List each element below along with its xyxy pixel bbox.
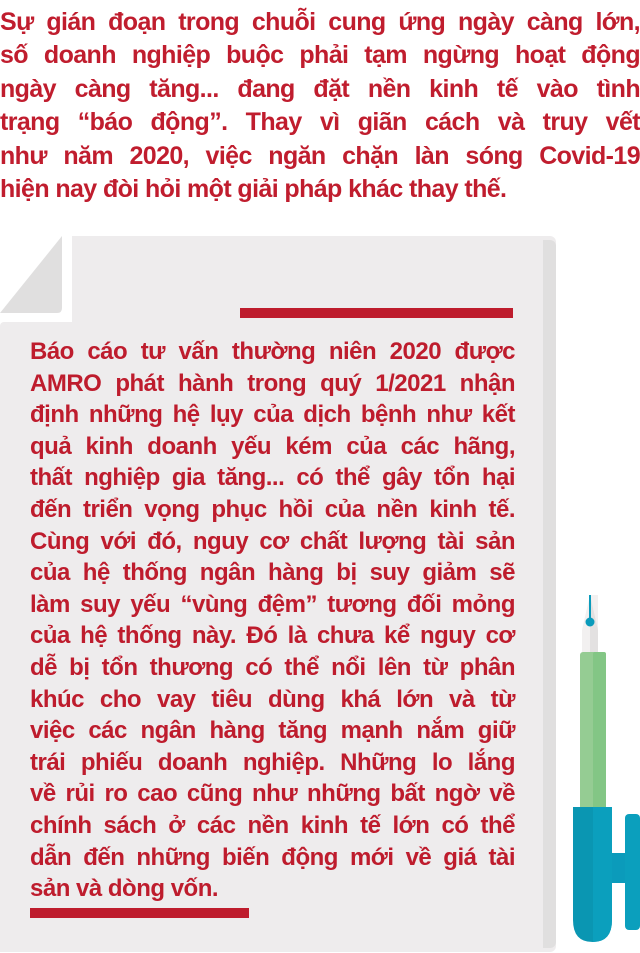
note-line: đến triển vọng phục hồi của nền kinh tế.	[30, 495, 515, 523]
lead-line: như năm 2020, việc ngăn chặn làn sóng Covid-19	[0, 141, 640, 170]
lead-line: hiện nay đòi hỏi một giải pháp khác thay thế.	[0, 175, 507, 204]
note-line: dễ bị tổn thương có thể nổi lên từ phân	[30, 653, 515, 681]
lead-paragraph	[0, 6, 640, 206]
note-line: quả kinh doanh yếu kém của các hãng,	[30, 432, 515, 460]
note-line: về rủi ro cao cũng như những bất ngờ về	[30, 780, 515, 808]
note-line: làm suy yếu “vùng đệm” tương đối mỏng	[30, 590, 515, 618]
note-line: Báo cáo tư vấn thường niên 2020 được	[30, 338, 515, 365]
folded-corner-icon	[0, 236, 62, 314]
note-line: Cùng với đó, nguy cơ chất lượng tài sản	[30, 527, 515, 555]
paper-edge-shadow	[543, 240, 556, 948]
note-paragraph	[30, 336, 515, 905]
note-line: thất nghiệp gia tăng... có thể gây tổn hại	[30, 464, 515, 492]
top-accent-bar	[240, 308, 513, 318]
fountain-pen-icon	[566, 590, 640, 950]
lead-line: trạng “báo động”. Thay vì giãn cách và truy vết	[0, 108, 640, 137]
lead-line: Sự gián đoạn trong chuỗi cung ứng ngày càng lớn,	[0, 8, 640, 36]
bottom-accent-bar	[30, 908, 249, 918]
note-line: sản và dòng vốn.	[30, 875, 219, 903]
note-line: AMRO phát hành trong quý 1/2021 nhận	[30, 369, 515, 397]
note-line: trái phiếu doanh nghiệp. Những lo lắng	[30, 748, 515, 776]
lead-line: ngày càng tăng... đang đặt nền kinh tế vào tình	[0, 74, 640, 103]
note-line: việc các ngân hàng tăng mạnh nắm giữ	[30, 717, 515, 745]
lead-line: số doanh nghiệp buộc phải tạm ngừng hoạt động	[0, 41, 640, 70]
note-line: của hệ thống ngân hàng bị suy giảm sẽ	[30, 559, 515, 587]
note-line: định những hệ lụy của dịch bệnh như kết	[30, 401, 515, 429]
note-line: chính sách ở các nền kinh tế lớn có thể	[30, 811, 515, 839]
note-line: khúc cho vay tiêu dùng khá lớn và từ	[30, 685, 515, 713]
note-line: dẫn đến những biến động mới về giá tài	[30, 843, 515, 871]
note-line: của hệ thống này. Đó là chưa kể nguy cơ	[30, 622, 515, 650]
